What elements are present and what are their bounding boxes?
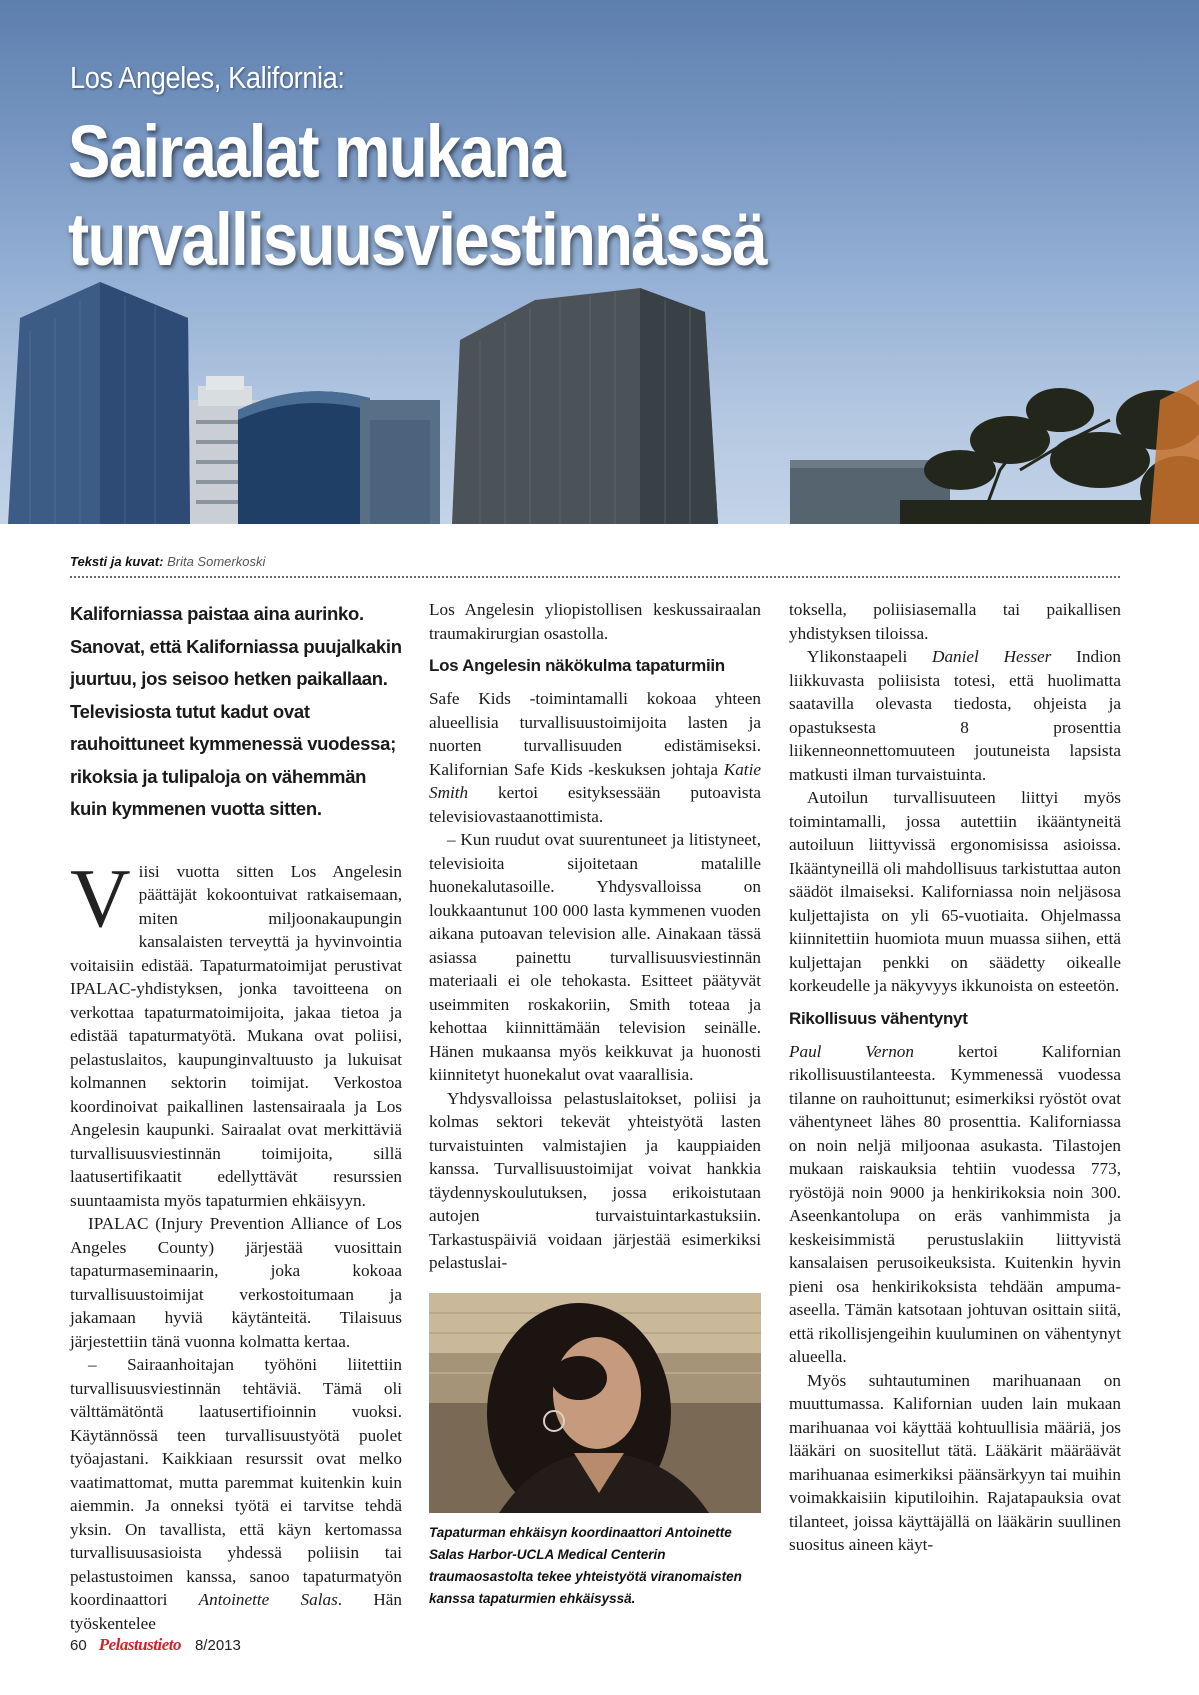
body-text: Indion liikkuvasta poliisista totesi, että huolimatta saatavilla olevasta tiedosta, ohjeista ja opastuksesta 8 prosenttia liikenneonnettomuuteen joutuneista lapsista matkusti ilman turvaistuinta.: [789, 647, 1122, 784]
body-paragraph: Los Angelesin yliopistollisen keskussairaalan traumakirurgian osastolla.: [429, 600, 761, 643]
page-number: 60: [70, 1637, 87, 1654]
portrait-illustration: [429, 1293, 761, 1513]
body-paragraph: Yhdysvalloissa pelastuslaitokset, poliisi ja kolmas sektori tekevät yhteistyötä lasten turvaistuinten valmistajien ja kauppiaiden kanssa. Turvallisuustoimijat voivat hankkia täydennyskoulutuksen, jossa erikoistutaan autojen turvaistuintarkastuksiin. Tarkastuspäiviä voidaan järjestää esimerkiksi pelastuslai-: [429, 1088, 761, 1272]
body-text: kertoi Kalifornian rikollisuustilanteesta. Kymmenessä vuodessa tilanne on rauhoittunut; esimerkiksi ryöstöt ovat vähentyneet lähes 80 prosenttia. Kaliforniassa on noin neljä miljoonaa asukasta. Tilastojen mukaan raiskauksia tehtiin vuodessa 773, ryöstöjä noin 9000 ja henkirikoksia noin 300. Aseenkantolupa on eräs vanhimmista ja keskeisimmistä perustuslakiin liittyvistä kansalaisen perusoikeuksista. Kuitenkin hyvin pieni osa henkirikoksista tehdään ampuma-aseella. Tämän katsotaan johtuvan osittain siitä, että rikollisjengeihin kuuluminen on vähentynyt alueella.: [789, 1041, 1121, 1366]
section-heading: Los Angelesin näkökulma tapaturmiin: [429, 656, 725, 675]
photo-caption: Tapaturman ehkäisyn koordinaattori Antoinette Salas Harbor-UCLA Medical Centerin traumaosastolta tekee yhteistyötä viranomaisten kanssa tapaturmien ehkäisyssä.: [429, 1525, 742, 1606]
body-text: iisi vuotta sitten Los Angelesin päättäjät kokoontuivat ratkaisemaan, miten miljoonakaupungin kansalaisten terveyttä ja hyvinvointia voitaisiin edistää. Tapaturmatoimijat perustivat IPALAC-yhdistyksen, jonka tavoitteena on verkottaa tapaturmatoimijoita, jakaa tietoa ja edistää tapaturmatyötä. Mukana ovat poliisi, pelastuslaitos, kaupunginvaltuusto ja lukuisat kolmannen sektorin toimijat. Verkostoa koordinoivat paikallinen lastensairaala ja Los Angelesin kaupunki. Sairaalat ovat merkittäviä turvallisuusviestinnän toimijoita, sillä laatusertifikaatit edellyttävät resurssien suuntaamista myös tapaturmien ehkäisyyn.: [70, 861, 402, 1210]
byline-author: Brita Somerkoski: [167, 554, 266, 569]
body-paragraph: [70, 1353, 402, 1635]
column-2: [429, 598, 761, 1275]
body-paragraph: Autoilun turvallisuuteen liittyi myös toimintamalli, jossa autettiin ikääntyneitä autoiluun liittyvissä ergonomisissa asioissa. Ikääntyneillä oli mahdollisuus tarkistuttaa auton säädöt ilmaiseksi. Kaliforniassa noin neljäsosa kuljettajista on yli 65-vuotiaita. Ohjelmassa kiinnitettiin huomiota muun muassa siihen, että kuljettajan penkki on säädetty oikealle korkeudelle ja näkyvyys ikkunoista on esteetön.: [789, 788, 1121, 995]
body-text: – Sairaanhoitajan työhöni liitettiin turvallisuusviestinnän tehtäviä. Tämä oli välttämätöntä laatusertifioinnin vuoksi. Käytännössä teen turvallisuustyötä puolet työajastani. Kaikkiaan resurssit ovat melko vaatimattomat, mutta paremmat kuitenkin kuin aiemmin. Ja onneksi työtä ei tarvitse tehdä yksin. On tavallista, että käyn kertomassa turvallisuusasioista yhdessä poliisin tai pelastustoimen kanssa, sanoo tapaturmatyön koordinaattori: [70, 1355, 402, 1609]
person-name: Paul Vernon: [789, 1041, 914, 1061]
column-1: [70, 598, 402, 1635]
byline-label: Teksti ja kuvat:: [70, 554, 164, 569]
issue-number: 8/2013: [194, 1637, 241, 1654]
person-name: Daniel Hesser: [932, 647, 1052, 666]
page-footer: [70, 1635, 241, 1655]
body-paragraph: IPALAC (Injury Prevention Alliance of Los Angeles County) järjestää vuosittain tapaturmaseminaarin, joka kokoaa turvallisuustoimijat verkostoitumaan ja jakamaan hyviä käytänteitä. Tilaisuus järjestettiin tänä vuonna kolmatta kertaa.: [70, 1214, 402, 1351]
person-name: Antoinette Salas: [198, 1590, 338, 1609]
headline-line-1: Sairaalat mukana: [68, 110, 565, 193]
drop-cap: V: [70, 851, 131, 945]
lead-paragraph: Kaliforniassa paistaa aina aurinko. Sanovat, että Kaliforniassa puujalkakin juurtuu, jos seisoo hetken paikallaan. Televisiosta tutut kadut ovat rauhoittuneet kymmenessä vuodessa; rikoksia ja tulipaloja on vähemmän kuin kymmenen vuotta sitten.: [70, 603, 402, 819]
portrait-photo: [429, 1293, 761, 1513]
body-paragraph: [70, 851, 402, 1213]
article-kicker: Los Angeles, Kalifornia:: [70, 60, 345, 95]
column-3: [789, 598, 1121, 1557]
magazine-name: Pelastustieto: [98, 1635, 181, 1654]
section-heading: Rikollisuus vähentynyt: [789, 1008, 968, 1028]
body-text: Safe Kids -toimintamalli kokoaa yhteen alueellisia turvallisuustoimijoita lasten ja nuorten turvallisuuden edistämiseksi. Kalifornian Safe Kids -keskuksen johtaja: [429, 689, 761, 779]
byline: [70, 554, 1120, 578]
article-headline: [68, 108, 766, 284]
body-paragraph: [789, 645, 1121, 786]
hero-photo: [0, 0, 1199, 524]
body-paragraph: Myös suhtautuminen marihuanaan on muuttumassa. Kalifornian uuden lain mukaan marihuanaa voi käyttää kohtuullisia määriä, jos lääkäri on suositellut tätä. Lääkärit määräävät marihuanaa esimerkiksi päänsärkyyn tai muihin voimakkaisiin kiputiloihin. Rajatapauksia ovat tilanteet, joissa käyttäjällä on lääkärin suullinen suositus aineen käyt-: [789, 1370, 1121, 1554]
body-paragraph: [429, 687, 761, 828]
body-paragraph: – Kun ruudut ovat suurentuneet ja litistyneet, televisioita sijoitetaan matalille huonekalutasoille. Yhdysvalloissa on loukkaantunut 100 000 lasta kymmenen vuoden aikana putoavan television alle. Ainakaan tässä asiassa painettu turvallisuusviestinnän materiaali ei ole tehokasta. Esitteet päätyvät useimmiten roskakoriin, Smith toteaa ja kehottaa kiinnittämään television seinälle. Hänen mukaansa myös keikkuvat ja huonosti kiinnitetyt huonekalut ovat vaarallisia.: [429, 830, 761, 1084]
body-paragraph: toksella, poliisiasemalla tai paikallisen yhdistyksen tiloissa.: [789, 600, 1121, 643]
body-text: kertoi esityksessään putoavista televisiovastaanottimista.: [429, 783, 761, 826]
body-text: . Hän työskentelee: [70, 1590, 402, 1633]
headline-line-2: turvallisuusviestinnässä: [68, 198, 766, 281]
body-text: Ylikonstaapeli: [807, 647, 933, 666]
body-paragraph: [789, 1040, 1121, 1369]
person-name: Katie Smith: [429, 759, 761, 802]
